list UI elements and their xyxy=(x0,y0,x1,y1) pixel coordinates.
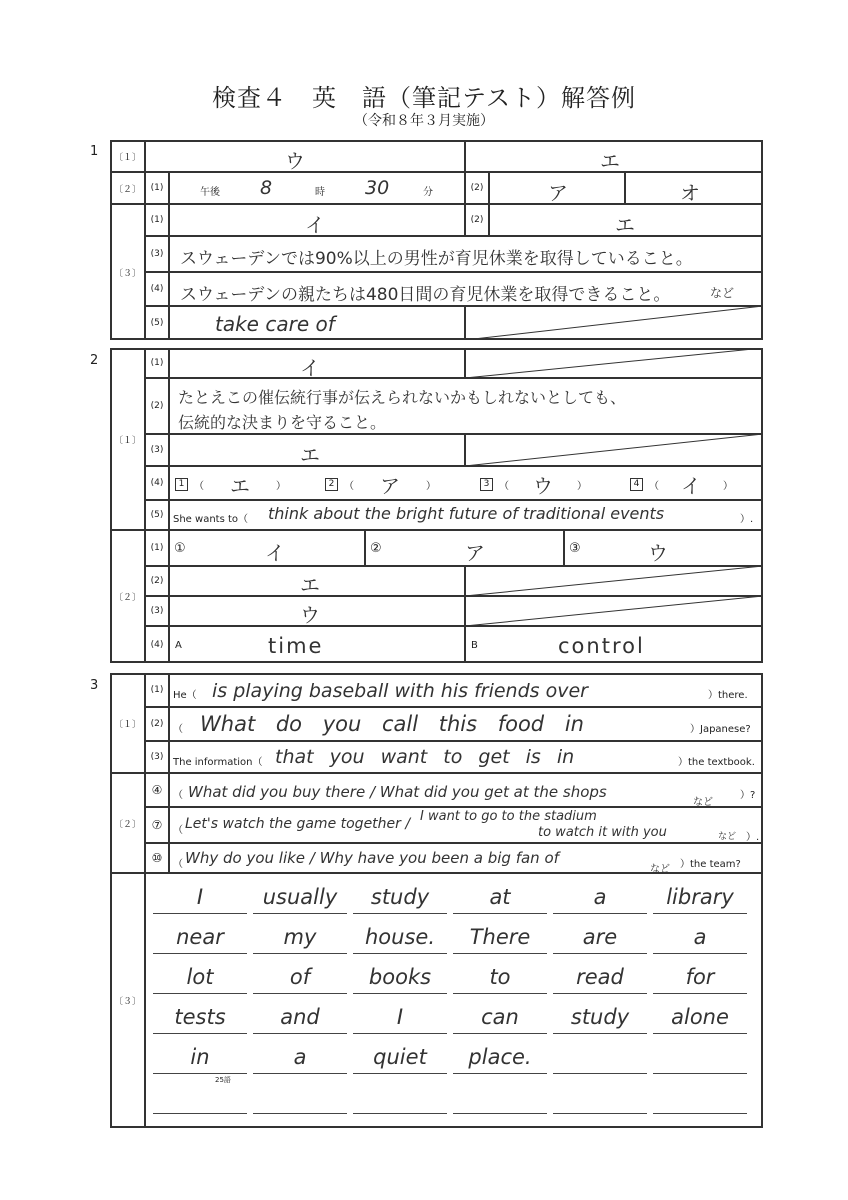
label-gogo: 午後 xyxy=(200,187,220,198)
answer-text: that you want to get is in xyxy=(275,746,575,768)
answer-text: ウ xyxy=(533,473,553,498)
essay-blank-line xyxy=(653,1033,747,1034)
answer-text: エ xyxy=(600,149,620,173)
essay-word: a xyxy=(693,925,707,949)
essay-blank-line xyxy=(553,993,647,994)
essay-blank-line xyxy=(553,1073,647,1074)
section-label: 〔２〕 xyxy=(110,172,145,204)
sub-label: (1) xyxy=(145,530,169,566)
essay-blank-line xyxy=(653,953,747,954)
essay-word: at xyxy=(489,885,511,909)
answer-note: など xyxy=(650,864,670,875)
open-paren: （ xyxy=(649,480,659,492)
essay-blank-line xyxy=(453,953,547,954)
essay-blank-line xyxy=(353,1033,447,1034)
circle-mark: ① xyxy=(174,541,186,556)
essay-blank-line xyxy=(453,1113,547,1114)
essay-word: I xyxy=(396,1005,404,1029)
answer-text: ア xyxy=(465,541,485,565)
essay-word: are xyxy=(582,925,618,949)
sub-label: (3) xyxy=(145,741,169,773)
answer-text: think about the bright future of traditional events xyxy=(268,504,665,523)
diagonal-strike xyxy=(465,348,763,378)
essay-word: of xyxy=(289,965,311,989)
box-mark: 1 xyxy=(175,478,188,491)
answer-text-alt-line2: to watch it with you xyxy=(538,825,667,840)
essay-word: a xyxy=(293,1045,307,1069)
box-mark: 4 xyxy=(630,478,643,491)
section-label: 〔３〕 xyxy=(110,204,145,340)
answer-text: エ xyxy=(230,473,250,498)
answer-text: What did you buy there / What did you get at the shops xyxy=(188,783,607,801)
answer-cell xyxy=(145,140,465,172)
order-answer-4 xyxy=(630,473,760,498)
question-number-3: 3 xyxy=(90,678,99,693)
essay-word: usually xyxy=(262,885,338,909)
essay-word: quiet xyxy=(373,1045,427,1069)
close-paren: ） xyxy=(577,480,587,492)
answer-text: time xyxy=(268,634,324,658)
open-paren: （ xyxy=(499,480,509,492)
answer-text: ア xyxy=(380,473,400,498)
sentence-prefix: She wants to（ xyxy=(173,514,249,525)
essay-word: study xyxy=(570,1005,630,1029)
essay-word: and xyxy=(280,1005,320,1029)
diagonal-strike xyxy=(465,306,763,340)
box-mark: 2 xyxy=(325,478,338,491)
section-label: 〔１〕 xyxy=(110,348,145,530)
open-paren: （ xyxy=(344,480,354,492)
answer-text: スウェーデンでは90%以上の男性が育児休業を取得していること。 xyxy=(180,249,693,269)
diagonal-strike xyxy=(465,566,763,596)
order-answer-1 xyxy=(175,473,323,498)
label-ji: 時 xyxy=(315,187,325,198)
answer-text: エ xyxy=(300,573,320,597)
essay-word: study xyxy=(370,885,430,909)
answer-text: ウ xyxy=(648,541,668,565)
label-fun: 分 xyxy=(423,187,433,198)
answer-note: など xyxy=(710,286,735,300)
close-paren: ） xyxy=(723,480,733,492)
answer-text: エ xyxy=(300,443,320,467)
sub-label: (5) xyxy=(145,500,169,530)
sub-label: (1) xyxy=(145,348,169,378)
essay-blank-line xyxy=(253,913,347,914)
answer-text: イ xyxy=(305,213,325,237)
section-label: 〔１〕 xyxy=(110,140,145,172)
essay-word: lot xyxy=(186,965,214,989)
sub-label: (2) xyxy=(465,204,489,236)
label-a: A xyxy=(175,640,182,651)
sub-label: (5) xyxy=(145,306,169,340)
essay-word: for xyxy=(685,965,715,989)
essay-blank-line xyxy=(653,1113,747,1114)
close-paren: ） xyxy=(276,480,286,492)
sentence-prefix: He（ xyxy=(173,690,197,701)
essay-blank-line xyxy=(253,1113,347,1114)
essay-word: near xyxy=(176,925,224,949)
essay-blank-line xyxy=(553,1033,647,1034)
essay-word: There xyxy=(469,925,531,949)
sub-label: ⑩ xyxy=(145,843,169,873)
answer-note: など xyxy=(693,797,713,808)
essay-blank-line xyxy=(253,993,347,994)
essay-word: to xyxy=(489,965,511,989)
page-title: 検査４ 英 語（筆記テスト）解答例 xyxy=(211,84,637,112)
essay-blank-line xyxy=(553,913,647,914)
answer-hour: 8 xyxy=(260,177,273,199)
sub-label: (4) xyxy=(145,466,169,500)
section-label: 〔２〕 xyxy=(110,773,145,873)
box-mark: 3 xyxy=(480,478,493,491)
answer-text-line2: 伝統的な決まりを守ること。 xyxy=(178,413,387,432)
essay-blank-line xyxy=(653,1073,747,1074)
essay-blank-line xyxy=(553,953,647,954)
essay-word: can xyxy=(481,1005,519,1029)
answer-text: is playing baseball with his friends over xyxy=(212,680,588,702)
essay-blank-line xyxy=(353,1113,447,1114)
answer-text: ウ xyxy=(285,149,305,173)
section-label: 〔３〕 xyxy=(110,873,145,1128)
essay-blank-line xyxy=(153,1073,247,1074)
answer-text: エ xyxy=(615,213,635,237)
answer-text: スウェーデンの親たちは480日間の育児休業を取得できること。 xyxy=(180,285,671,305)
circle-mark: ③ xyxy=(569,541,581,556)
essay-blank-line xyxy=(353,913,447,914)
sub-label: (3) xyxy=(145,434,169,466)
essay-word: alone xyxy=(671,1005,729,1029)
essay-word: my xyxy=(283,925,317,949)
sentence-prefix: （ xyxy=(173,859,183,870)
close-paren: ） xyxy=(426,480,436,492)
essay-blank-line xyxy=(153,913,247,914)
sentence-prefix: （ xyxy=(173,790,183,801)
essay-blank-line xyxy=(153,953,247,954)
essay-blank-line xyxy=(153,993,247,994)
sentence-suffix: ）. xyxy=(740,514,754,525)
sub-label: (2) xyxy=(145,566,169,596)
sentence-prefix: （ xyxy=(173,724,183,735)
essay-blank-line xyxy=(253,1073,347,1074)
sentence-suffix: ）the textbook. xyxy=(678,757,755,768)
answer-text: イ xyxy=(300,356,320,380)
sub-label: (1) xyxy=(145,673,169,707)
essay-word: house. xyxy=(364,925,435,949)
order-answer-2 xyxy=(325,473,473,498)
essay-blank-line xyxy=(253,1033,347,1034)
sub-label: ④ xyxy=(145,773,169,807)
essay-blank-line xyxy=(153,1113,247,1114)
essay-blank-line xyxy=(653,913,747,914)
essay-blank-line xyxy=(353,953,447,954)
answer-text: オ xyxy=(680,181,700,205)
essay-word: in xyxy=(190,1045,210,1069)
diagonal-strike xyxy=(465,596,763,626)
sub-label: (3) xyxy=(145,596,169,626)
essay-word: place. xyxy=(468,1045,532,1069)
answer-text: control xyxy=(558,634,645,658)
essay-blank-line xyxy=(453,913,547,914)
answer-text: Let's watch the game together / xyxy=(185,816,411,832)
section-label: 〔２〕 xyxy=(110,530,145,663)
answer-text: What do you call this food in xyxy=(200,712,584,736)
order-answer-3 xyxy=(480,473,620,498)
essay-word: I xyxy=(196,885,204,909)
essay-grid xyxy=(145,873,763,1128)
question-number-2: 2 xyxy=(90,353,99,368)
section-label: 〔１〕 xyxy=(110,673,145,773)
essay-blank-line xyxy=(653,993,747,994)
sub-label: (4) xyxy=(145,626,169,663)
answer-text: Why do you like / Why have you been a big fan of xyxy=(185,849,559,867)
sentence-suffix: ）the team? xyxy=(680,859,741,870)
essay-blank-line xyxy=(453,1073,547,1074)
sub-label: (2) xyxy=(145,707,169,741)
sentence-prefix: The information（ xyxy=(173,757,263,768)
sentence-prefix: （ xyxy=(173,825,183,836)
sentence-suffix: ）? xyxy=(740,790,756,801)
sub-label: ⑦ xyxy=(145,807,169,843)
essay-blank-line xyxy=(153,1033,247,1034)
sub-label: (3) xyxy=(145,236,169,272)
essay-blank-line xyxy=(253,953,347,954)
essay-blank-line xyxy=(453,993,547,994)
answer-text: take care of xyxy=(215,312,335,336)
answer-text: ウ xyxy=(300,603,320,627)
answer-text-line1: たとえこの催伝統行事が伝えられないかもしれないとしても、 xyxy=(178,388,627,407)
sentence-suffix: ）there. xyxy=(708,690,748,701)
answer-text: イ xyxy=(681,473,701,498)
answer-text: ア xyxy=(548,181,568,205)
circle-mark: ② xyxy=(370,541,382,556)
essay-blank-line xyxy=(553,1113,647,1114)
answer-note: など xyxy=(718,832,737,842)
diagonal-strike xyxy=(465,434,763,466)
sub-label: (1) xyxy=(145,204,169,236)
sub-label: (2) xyxy=(465,172,489,204)
open-paren: （ xyxy=(194,480,204,492)
sub-label: (1) xyxy=(145,172,169,204)
sub-label: (2) xyxy=(145,378,169,434)
page-subtitle: （令和８年３月実施） xyxy=(354,113,494,129)
essay-word: tests xyxy=(174,1005,226,1029)
essay-word: a xyxy=(593,885,607,909)
label-b: B xyxy=(471,640,478,651)
answer-text-alt-line1: I want to go to the stadium xyxy=(420,809,597,824)
essay-blank-line xyxy=(353,993,447,994)
answer-text: イ xyxy=(265,541,285,565)
answer-minute: 30 xyxy=(365,177,390,199)
essay-blank-line xyxy=(453,1033,547,1034)
word-count-mark: 25語 xyxy=(215,1076,231,1084)
question-number-1: 1 xyxy=(90,144,99,159)
sentence-suffix: ）. xyxy=(746,832,760,843)
sentence-suffix: ）Japanese? xyxy=(690,724,751,735)
essay-blank-line xyxy=(353,1073,447,1074)
essay-word: library xyxy=(666,885,734,909)
essay-word: books xyxy=(368,965,432,989)
sub-label: (4) xyxy=(145,272,169,306)
essay-word: read xyxy=(576,965,624,989)
